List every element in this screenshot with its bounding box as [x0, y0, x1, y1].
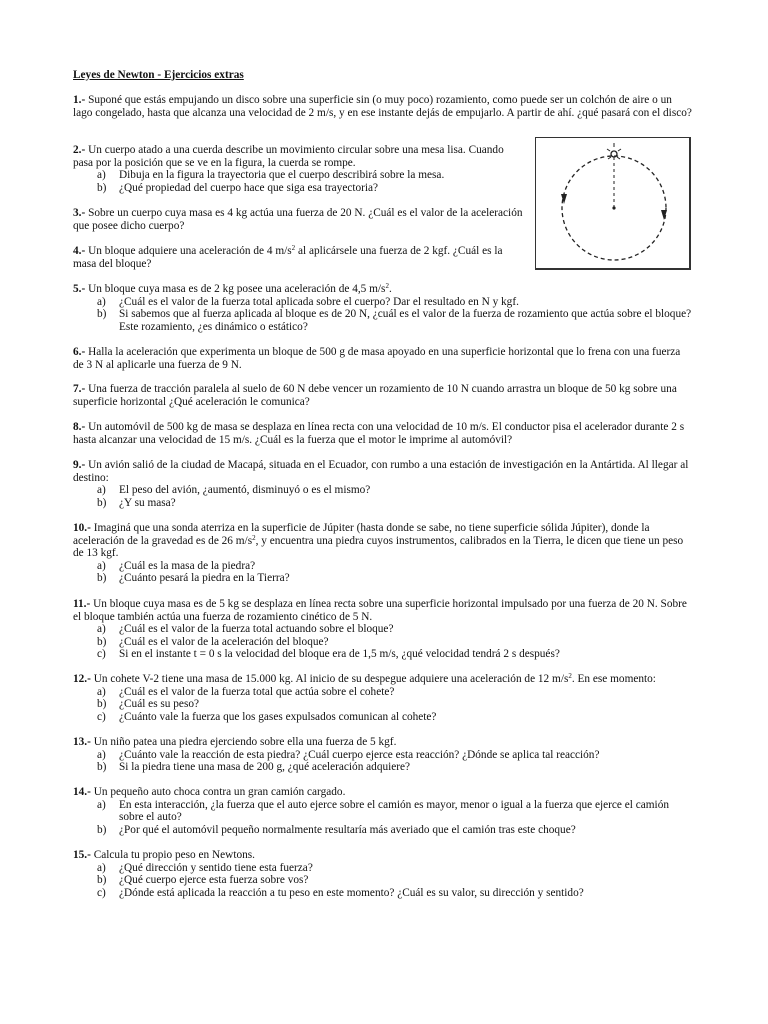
item-text: ¿Cuál es el valor de la fuerza total aplicada sobre el cuerpo? Dar el resultado en N y kgf. — [119, 295, 519, 308]
exercise-8 — [73, 421, 693, 446]
exercise-items — [73, 169, 523, 194]
list-item — [73, 648, 693, 661]
exercise-text: Un bloque cuya masa es de 2 kg posee una aceleración de 4,5 m/s — [85, 283, 386, 295]
list-item — [73, 749, 693, 762]
exercise-9 — [73, 459, 693, 509]
item-label: b) — [97, 572, 107, 585]
list-item — [73, 824, 693, 837]
superscript: 2 — [252, 533, 256, 542]
exercise-number: 8.- — [73, 421, 86, 433]
item-label: a) — [97, 685, 106, 698]
item-text: ¿Cuánto vale la fuerza que los gases expulsados comunican al cohete? — [119, 710, 437, 723]
item-text: ¿Cuál es la masa de la piedra? — [119, 559, 256, 572]
superscript: 2 — [291, 244, 296, 252]
exercise-text: Calcula tu propio peso en Newtons. — [90, 849, 255, 861]
exercise-text: Un avión salió de la ciudad de Macapá, situada en el Ecuador, con rumbo a una estación de investigación en la Antártida. Al llegar al destino: — [73, 459, 689, 484]
item-text: Si sabemos que al fuerza aplicada al bloque es de 20 N, ¿cuál es el valor de la fuerza de rozamiento que actúa sobre el bloque? Este rozamiento, ¿es dinámico o estático? — [119, 308, 692, 333]
list-item — [73, 169, 523, 182]
item-text: Si la piedra tiene una masa de 200 g, ¿qué aceleración adquiere? — [119, 761, 411, 774]
list-item — [73, 296, 693, 309]
exercise-number: 10.- — [73, 522, 91, 534]
exercise-number: 13.- — [73, 736, 91, 748]
list-item — [73, 636, 693, 649]
item-label: c) — [97, 710, 106, 723]
exercise-number: 6.- — [73, 346, 86, 358]
exercise-text: , y encuentra una piedra cuyos instrumentos, calibrados en la Tierra, le dicen que tiene un peso de 13 kgf. — [73, 534, 684, 560]
document-title: Leyes de Newton - Ejercicios extras — [73, 69, 244, 81]
item-text: ¿Qué dirección y sentido tiene esta fuerza? — [119, 861, 313, 874]
superscript: 2 — [385, 282, 389, 290]
item-label: b) — [97, 181, 107, 194]
exercise-items — [73, 862, 693, 900]
list-item — [73, 497, 693, 510]
item-text: ¿Cuál es el valor de la fuerza total que actúa sobre el cohete? — [119, 685, 395, 698]
exercise-number: 14.- — [73, 786, 91, 798]
exercise-number: 7.- — [73, 383, 86, 395]
exercise-number: 9.- — [73, 459, 86, 471]
exercise-items — [73, 296, 693, 334]
exercise-text: Un niño patea una piedra ejerciendo sobre ella una fuerza de 5 kgf. — [90, 736, 397, 748]
exercise-10 — [73, 522, 693, 585]
list-item — [73, 182, 523, 195]
exercise-text: Imaginá que una sonda aterriza en la superficie de Júpiter (hasta donde se sabe, no tiene superficie sólida Júpiter), donde la aceleración de la gravedad es de 26 m/s — [73, 522, 650, 547]
item-text: Dibuja en la figura la trayectoria que el cuerpo describirá sobre la mesa. — [119, 169, 445, 182]
exercise-14 — [73, 786, 693, 836]
item-label: a) — [97, 169, 106, 182]
exercise-number: 2.- — [73, 144, 86, 156]
exercise-4 — [73, 245, 523, 270]
exercise-items — [73, 749, 693, 774]
item-text: ¿Dónde está aplicada la reacción a tu peso en este momento? ¿Cuál es su valor, su dirección y sentido? — [119, 886, 584, 899]
exercise-text: Un bloque adquiere una aceleración de 4 m/s — [85, 245, 292, 257]
exercise-text: Sobre un cuerpo cuya masa es 4 kg actúa una fuerza de 20 N. ¿Cuál es el valor de la aceleración que posee dicho cuerpo? — [73, 207, 523, 232]
exercise-text: Un bloque cuya masa es de 5 kg se desplaza en línea recta sobre una superficie horizontal impulsado por una fuerza de 20 N. Sobre el bloque también actúa una fuerza de rozamiento cinético de 5 N. — [73, 598, 687, 623]
item-label: a) — [97, 484, 106, 497]
exercise-items — [73, 560, 693, 585]
exercise-3 — [73, 207, 523, 232]
item-label: b) — [97, 308, 107, 321]
item-label: b) — [97, 496, 107, 509]
item-text: ¿Cuánto vale la reacción de esta piedra? ¿Cuál cuerpo ejerce esta reacción? ¿Dónde se aplica tal reacción? — [119, 748, 600, 761]
item-label: a) — [97, 559, 106, 572]
exercise-5 — [73, 283, 693, 333]
exercise-text: al aplicársele una fuerza de 2 kgf. ¿Cuál es la masa del bloque? — [73, 245, 503, 270]
list-item — [73, 761, 693, 774]
item-text: En esta interacción, ¿la fuerza que el auto ejerce sobre el camión es mayor, menor o igual a la fuerza que ejerce el camión sobre el auto? — [119, 798, 669, 824]
list-item — [73, 560, 693, 573]
list-item — [73, 698, 693, 711]
item-text: El peso del avión, ¿aumentó, disminuyó o es el mismo? — [119, 484, 371, 497]
item-label: a) — [97, 798, 106, 811]
exercise-number: 4.- — [73, 245, 86, 257]
exercise-items — [73, 623, 693, 661]
list-item — [73, 484, 693, 497]
item-text: Si en el instante t = 0 s la velocidad del bloque era de 1,5 m/s, ¿qué velocidad tendrá 2 s después? — [119, 648, 560, 661]
list-item — [73, 874, 693, 887]
exercise-items — [73, 799, 693, 837]
item-text: ¿Por qué el automóvil pequeño normalmente resultaría más averiado que el camión tras este choque? — [119, 823, 576, 836]
exercise-11 — [73, 598, 693, 661]
exercise-1 — [73, 94, 693, 119]
item-label: a) — [97, 295, 106, 308]
list-item — [73, 862, 693, 875]
exercise-text: . En ese momento: — [571, 673, 656, 685]
item-label: b) — [97, 823, 107, 836]
item-text: ¿Cuál es el valor de la fuerza total actuando sobre el bloque? — [119, 623, 394, 636]
item-text: ¿Cuánto pesará la piedra en la Tierra? — [119, 572, 290, 585]
list-item — [73, 686, 693, 699]
exercise-6 — [73, 346, 693, 371]
exercise-text: Un cuerpo atado a una cuerda describe un movimiento circular sobre una mesa lisa. Cuando pasa por la posición que se ve en la figura, la cuerda se rompe. — [73, 144, 504, 169]
item-label: b) — [97, 874, 107, 887]
exercise-number: 11.- — [73, 598, 91, 610]
arrow-down-icon — [661, 210, 667, 220]
exercise-number: 12.- — [73, 673, 91, 685]
exercise-15 — [73, 849, 693, 899]
exercise-number: 3.- — [73, 207, 86, 219]
list-item — [73, 623, 693, 636]
list-item — [73, 799, 693, 824]
superscript: 2 — [568, 672, 572, 680]
item-label: c) — [97, 648, 106, 661]
exercise-text: Una fuerza de tracción paralela al suelo de 60 N debe vencer un rozamiento de 10 N cuando arrastra un bloque de 50 kg sobre una superficie horizontal ¿Qué aceleración le comunica? — [73, 383, 677, 408]
item-label: a) — [97, 623, 106, 636]
item-text: ¿Y su masa? — [119, 496, 176, 509]
exercise-text: Un cohete V-2 tiene una masa de 15.000 kg. Al inicio de su despegue adquiere una aceleración de 12 m/s — [90, 673, 569, 685]
exercise-number: 1.- — [73, 94, 86, 106]
list-item — [73, 308, 693, 333]
exercise-7 — [73, 383, 693, 408]
exercise-text: Un pequeño auto choca contra un gran camión cargado. — [90, 786, 346, 798]
item-text: ¿Qué propiedad del cuerpo hace que siga esa trayectoria? — [119, 181, 379, 194]
exercise-12 — [73, 673, 693, 723]
circular-motion-figure — [535, 137, 691, 270]
exercise-items — [73, 686, 693, 724]
exercise-2 — [73, 144, 523, 194]
item-text: ¿Cuál es el valor de la aceleración del bloque? — [119, 635, 329, 648]
item-label: b) — [97, 635, 107, 648]
center-point — [612, 206, 615, 209]
item-text: ¿Cuál es su peso? — [119, 698, 199, 711]
exercise-13 — [73, 736, 693, 774]
list-item — [73, 711, 693, 724]
item-label: b) — [97, 761, 107, 774]
item-label: a) — [97, 861, 106, 874]
list-item — [73, 572, 693, 585]
item-label: c) — [97, 886, 106, 899]
item-label: a) — [97, 748, 106, 761]
exercise-number: 15.- — [73, 849, 91, 861]
exercise-items — [73, 484, 693, 509]
exercise-text: Un automóvil de 500 kg de masa se desplaza en línea recta con una velocidad de 10 m/s. El conductor pisa el acelerador durante 2 s hasta alcanzar una velocidad de 15 m/s. ¿Cuál es la fuerza que el motor le imprime al automóvil? — [73, 421, 685, 446]
exercise-number: 5.- — [73, 283, 86, 295]
circular-motion-diagram — [536, 138, 689, 268]
exercise-text: Suponé que estás empujando un disco sobre una superficie sin (o muy poco) rozamiento, como puede ser un colchón de aire o un lago congelado, hasta que alcanza una velocidad de 2 m/s, y en ese instante dejás de empujarlo. A partir de ahí. ¿qué pasará con el disco? — [73, 94, 692, 119]
exercise-text: . — [388, 283, 392, 295]
exercise-text: Halla la aceleración que experimenta un bloque de 500 g de masa apoyado en una superficie horizontal que lo frena con una fuerza de 3 N al aplicarle una fuerza de 9 N. — [73, 346, 681, 371]
list-item — [73, 887, 693, 900]
item-text: ¿Qué cuerpo ejerce esta fuerza sobre vos? — [119, 874, 309, 887]
item-label: b) — [97, 698, 107, 711]
